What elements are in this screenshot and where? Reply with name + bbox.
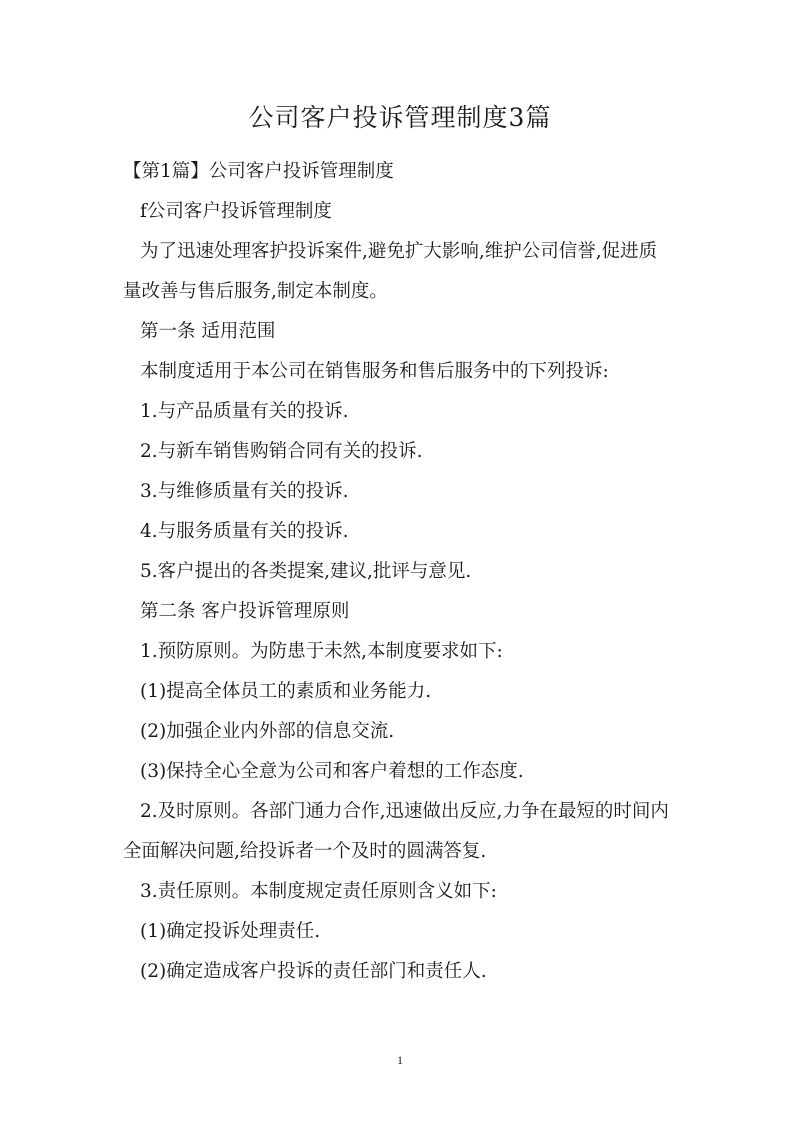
paragraph-line: (2)加强企业内外部的信息交流. — [140, 721, 395, 742]
paragraph-line: (3)保持全心全意为公司和客户着想的工作态度. — [140, 761, 524, 782]
paragraph-line: 3.与维修质量有关的投诉. — [140, 481, 349, 502]
document-body — [123, 152, 693, 992]
paragraph-line: 3.责任原则。本制度规定责任原则含义如下: — [140, 881, 497, 902]
paragraph-line: 1.与产品质量有关的投诉. — [140, 401, 349, 422]
paragraph-line: 5.客户提出的各类提案,建议,批评与意见. — [140, 561, 472, 582]
paragraph-line: 为了迅速处理客护投诉案件,避免扩大影响,维护公司信誉,促进质 — [140, 241, 658, 262]
paragraph-line: (2)确定造成客户投诉的责任部门和责任人. — [140, 961, 487, 982]
document-title: 公司客户投诉管理制度3篇 — [248, 103, 552, 132]
paragraph-line: 量改善与售后服务,制定本制度。 — [123, 281, 388, 302]
paragraph-line: 2.与新车销售购销合同有关的投诉. — [140, 441, 423, 462]
paragraph-line: (1)确定投诉处理责任. — [140, 921, 321, 942]
paragraph-line: 第一条 适用范围 — [140, 321, 276, 342]
paragraph-line: 1.预防原则。为防患于未然,本制度要求如下: — [140, 641, 503, 662]
page-number: 1 — [397, 1053, 403, 1067]
paragraph-line: 第二条 客户投诉管理原则 — [140, 601, 350, 622]
paragraph-line: 全面解决问题,给投诉者一个及时的圆满答复. — [123, 841, 487, 862]
paragraph-line: (1)提高全体员工的素质和业务能力. — [140, 681, 432, 702]
paragraph-line: 本制度适用于本公司在销售服务和售后服务中的下列投诉: — [140, 361, 609, 382]
paragraph-line: 【第1篇】公司客户投诉管理制度 — [123, 161, 394, 182]
paragraph-line: f公司客户投诉管理制度 — [140, 201, 332, 222]
paragraph-line: 4.与服务质量有关的投诉. — [140, 521, 349, 542]
paragraph-line: 2.及时原则。各部门通力合作,迅速做出反应,力争在最短的时间内 — [140, 801, 669, 822]
